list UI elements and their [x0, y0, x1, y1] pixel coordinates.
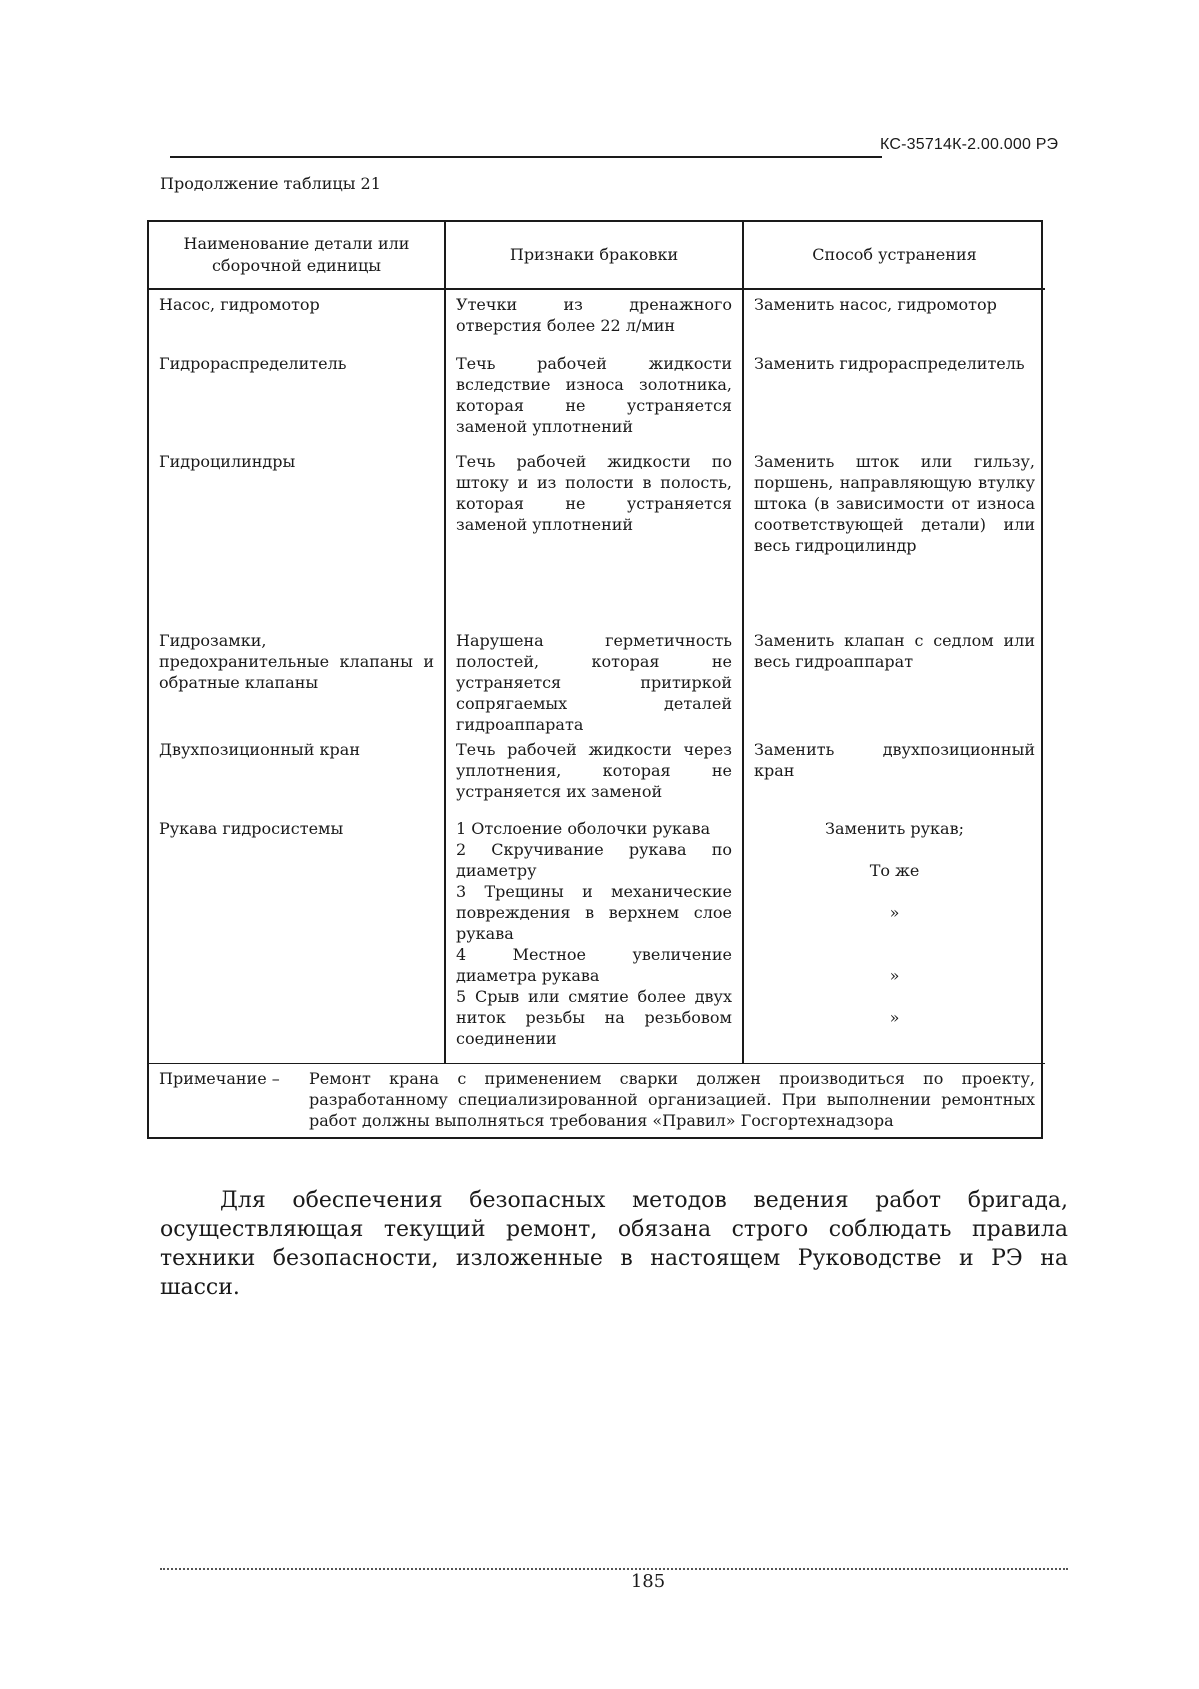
rejection-table: [147, 220, 1043, 1139]
table-note: [159, 1068, 1035, 1131]
table-note-cell: [149, 1064, 1045, 1138]
table-row: [149, 289, 1045, 349]
note-text: Ремонт крана с применением сварки должен производиться по проекту, разработанному специализированной организацией. При выполнении ремонтных работ должны выполняться требования «Правил» Госгортехнадзора: [309, 1069, 1035, 1130]
cell-part: Двухпозиционный кран: [159, 740, 360, 759]
method-sub-item: То же: [869, 861, 920, 880]
table-header-row: [149, 222, 1045, 289]
sign-sub-item: 4 Местное увеличение диаметра рукава: [456, 945, 732, 985]
cell-method: Заменить клапан с седлом или весь гидроаппарат: [743, 626, 1045, 735]
header-repair-method: Способ устранения: [743, 222, 1045, 289]
method-sub-item: Заменить рукав;: [825, 819, 964, 838]
sign-sub-item: 3 Трещины и механические повреждения в верхнем слое рукава: [456, 882, 732, 943]
table-continuation-label: Продолжение таблицы 21: [160, 174, 381, 193]
table-row: [149, 447, 1045, 626]
cell-signs-list: [445, 814, 743, 1064]
cell-method: Заменить гидрораспределитель: [743, 349, 1045, 447]
cell-part: Гидрозамки, предохранительные клапаны и обратные клапаны: [159, 631, 434, 692]
safety-paragraph: Для обеспечения безопасных методов ведения работ бригада, осуществляющая текущий ремонт, обязана строго соблюдать правила техники безопасности, изложенные в настоящем Руководстве и РЭ на шасси.: [160, 1188, 1068, 1300]
method-sub-item: »: [889, 903, 900, 922]
method-sub-item: »: [889, 966, 900, 985]
note-label: Примечание –: [159, 1069, 280, 1088]
header-part-name: Наименование детали или сборочной единицы: [149, 222, 445, 289]
cell-part: Насос, гидромотор: [159, 295, 320, 314]
sign-sub-item: 2 Скручивание рукава по диаметру: [456, 840, 732, 880]
header-rule: [170, 156, 882, 158]
sign-sub-item: 5 Срыв или смятие более двух ниток резьбы на резьбовом соединении: [456, 987, 732, 1048]
method-sub-item: »: [889, 1008, 900, 1027]
header-rejection-signs: Признаки браковки: [445, 222, 743, 289]
table-row: [149, 735, 1045, 814]
cell-method: Заменить шток или гильзу, поршень, направляющую втулку штока (в зависимости от износа соответствующей детали) или весь гидроцилиндр: [743, 447, 1045, 626]
table-note-row: [149, 1064, 1045, 1138]
cell-signs: Утечки из дренажного отверстия более 22 л/мин: [445, 289, 743, 349]
cell-signs: Нарушена герметичность полостей, которая не устраняется притиркой сопрягаемых деталей гидроаппарата: [445, 626, 743, 735]
cell-part: Рукава гидросистемы: [159, 819, 344, 838]
table-row: [149, 814, 1045, 1064]
cell-part: Гидрораспределитель: [159, 354, 347, 373]
table-row: [149, 626, 1045, 735]
header-doc-code: КС-35714К-2.00.000 РЭ: [880, 136, 1059, 153]
page-number: 185: [630, 1571, 666, 1592]
footer-rule: [160, 1568, 1068, 1570]
cell-signs: Течь рабочей жидкости по штоку и из полости в полость, которая не устраняется заменой уплотнений: [445, 447, 743, 626]
rejection-table-grid: [149, 222, 1045, 1137]
cell-signs: Течь рабочей жидкости вследствие износа золотника, которая не устраняется заменой уплотнений: [445, 349, 743, 447]
cell-method: Заменить насос, гидромотор: [743, 289, 1045, 349]
cell-signs: Течь рабочей жидкости через уплотнения, которая не устраняется их заменой: [445, 735, 743, 814]
table-row: [149, 349, 1045, 447]
cell-method: Заменить двухпозиционный кран: [743, 735, 1045, 814]
cell-method-list: [743, 814, 1045, 1064]
sign-sub-item: 1 Отслоение оболочки рукава: [456, 819, 711, 838]
cell-part: Гидроцилиндры: [159, 452, 296, 471]
